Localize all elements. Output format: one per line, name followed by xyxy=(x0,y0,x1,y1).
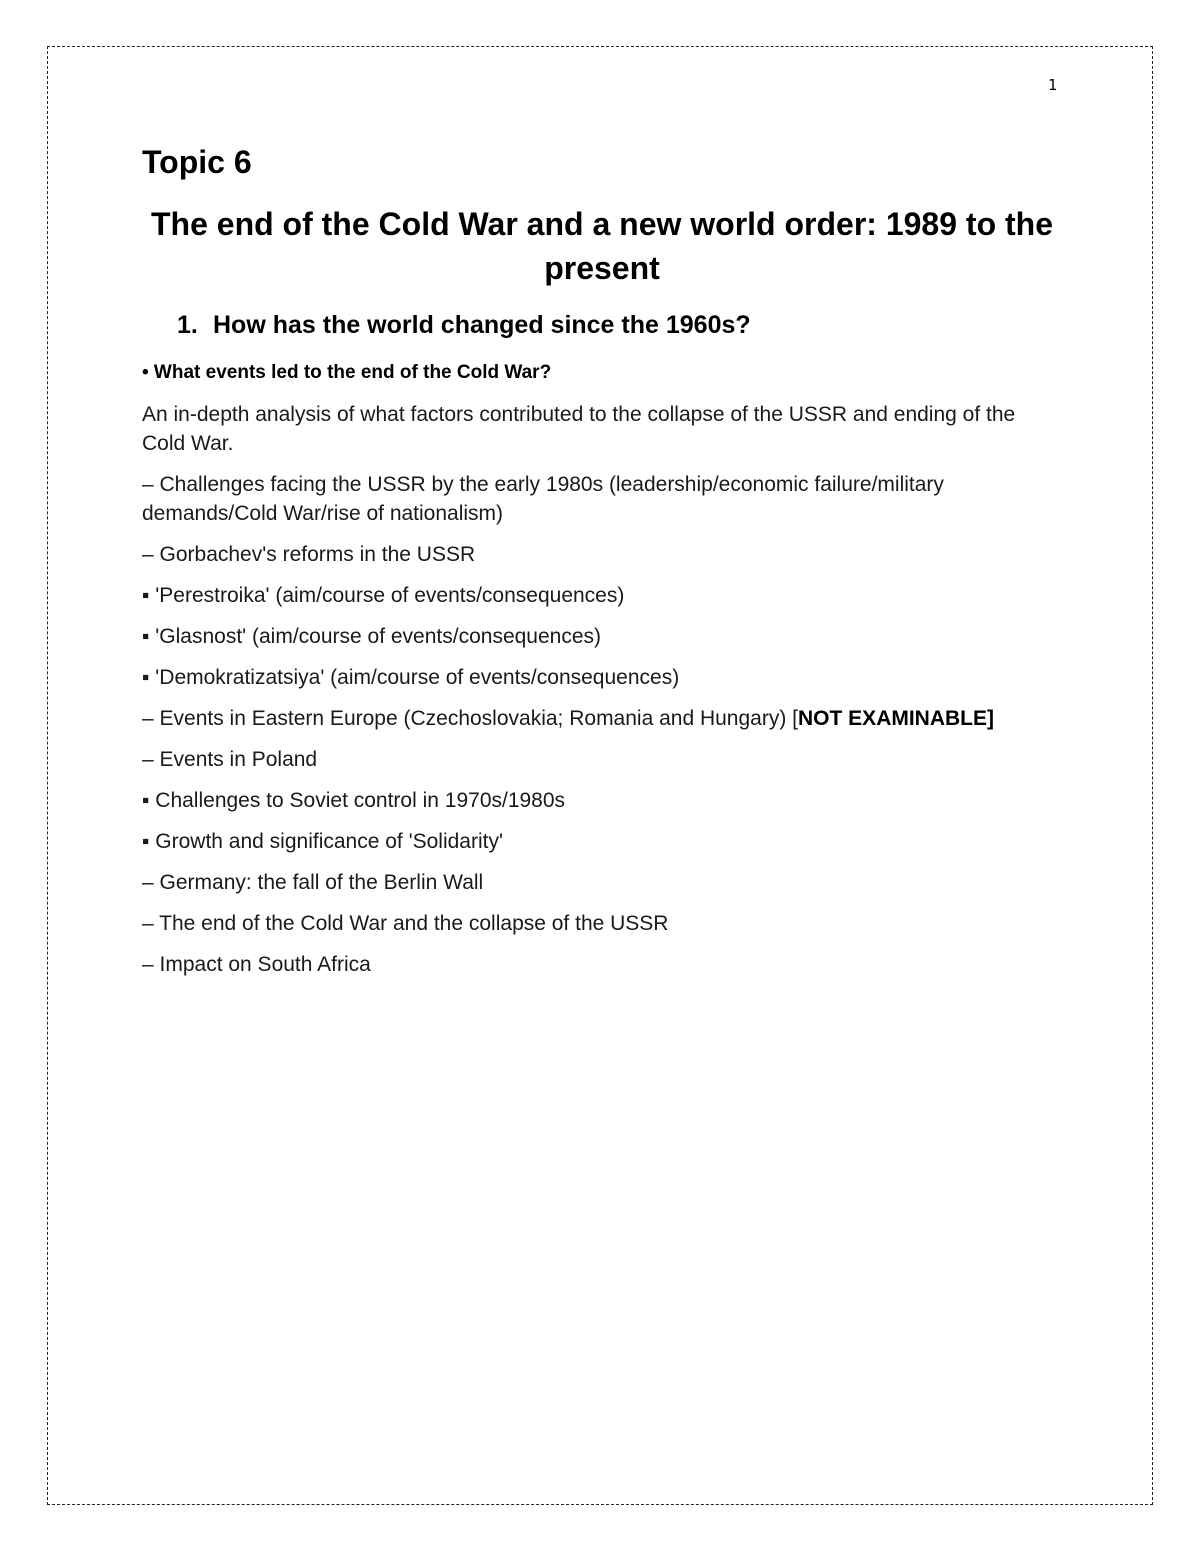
list-item: – Gorbachev's reforms in the USSR xyxy=(142,543,476,566)
sub-heading: • What events led to the end of the Cold War? xyxy=(142,362,552,383)
not-examinable-label: NOT EXAMINABLE] xyxy=(798,707,995,730)
topic-heading: Topic 6 xyxy=(142,144,252,180)
list-item: ▪ Growth and significance of 'Solidarity' xyxy=(142,830,503,853)
list-item: – Impact on South Africa xyxy=(142,953,371,976)
list-item: ▪ Challenges to Soviet control in 1970s/1980s xyxy=(142,789,566,812)
list-item: – Germany: the fall of the Berlin Wall xyxy=(142,871,484,894)
list-item: ▪ 'Demokratizatsiya' (aim/course of events/consequences) xyxy=(142,666,680,689)
list-item: ▪ 'Perestroika' (aim/course of events/consequences) xyxy=(142,584,625,607)
document-body xyxy=(142,140,1062,979)
list-item-eastern-europe xyxy=(142,704,1062,733)
list-item: – Challenges facing the USSR by the early 1980s (leadership/economic failure/military demands/Cold War/rise of nationalism) xyxy=(142,473,944,525)
eastern-europe-text: – Events in Eastern Europe (Czechoslovakia; Romania and Hungary) [ xyxy=(142,707,799,730)
intro-paragraph: An in-depth analysis of what factors contributed to the collapse of the USSR and ending of the Cold War. xyxy=(142,403,1016,455)
list-item: – Events in Poland xyxy=(142,748,318,771)
section-heading xyxy=(177,306,1062,344)
page-number: 1 xyxy=(1047,76,1057,94)
section-number: 1. xyxy=(177,311,198,339)
list-item: ▪ 'Glasnost' (aim/course of events/consequences) xyxy=(142,625,602,648)
list-item: – The end of the Cold War and the collapse of the USSR xyxy=(142,912,669,935)
document-title: The end of the Cold War and a new world order: 1989 to the present xyxy=(150,206,1053,286)
section-heading-text: How has the world changed since the 1960s? xyxy=(213,311,751,339)
